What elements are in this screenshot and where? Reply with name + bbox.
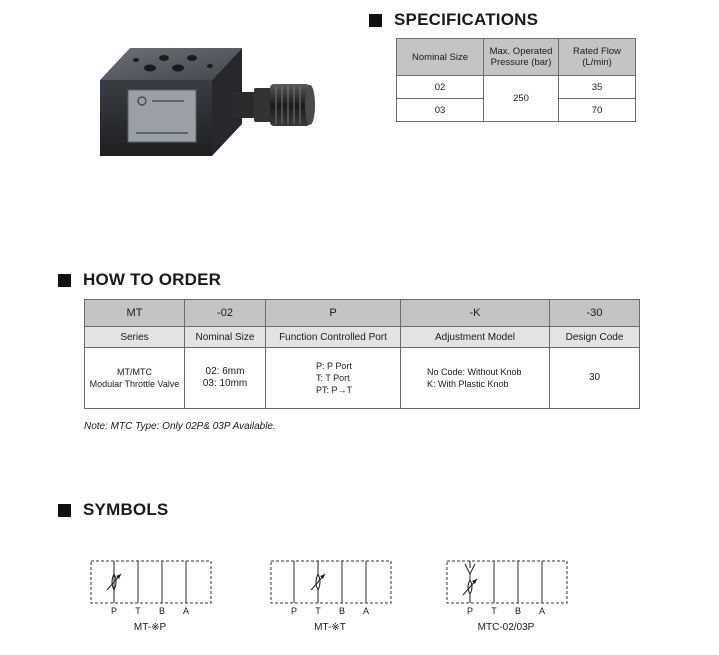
note-text: Note: MTC Type: Only 02P& 03P Available. (84, 421, 276, 432)
specifications-heading: SPECIFICATIONS (369, 10, 538, 30)
spec-header-flow: Rated Flow (L/min) (559, 39, 636, 76)
specifications-table (396, 38, 636, 122)
order-code-port: P (266, 300, 401, 327)
order-value-row (85, 348, 640, 409)
spec-size-cell: 03 (397, 99, 484, 122)
order-port-cell: P: P Port T: T Port PT: P→T (266, 348, 401, 409)
order-name-series: Series (85, 327, 185, 348)
spec-flow-cell: 35 (559, 76, 636, 99)
throttle-valve-symbol-icon (90, 560, 212, 604)
order-code-design: -30 (550, 300, 640, 327)
spec-header-size: Nominal Size (397, 39, 484, 76)
symbol-caption: MTC-02/03P (477, 622, 535, 633)
order-code-adjustment: -K (401, 300, 550, 327)
spec-size-cell: 02 (397, 76, 484, 99)
order-code-series: MT (85, 300, 185, 327)
order-design-cell: 30 (550, 348, 640, 409)
order-name-design: Design Code (550, 327, 640, 348)
symbol-caption: MT-※P (133, 622, 167, 633)
heading-square-icon (58, 274, 71, 287)
order-name-row (85, 327, 640, 348)
symbol-caption: MT-※T (314, 622, 346, 633)
order-name-adjustment: Adjustment Model (401, 327, 550, 348)
throttle-valve-symbol-icon (270, 560, 392, 604)
symbol-mt-t: P T B A MT-※T (270, 560, 392, 609)
spec-flow-cell: 70 (559, 99, 636, 122)
product-image (92, 38, 322, 166)
check-throttle-valve-symbol-icon (446, 560, 568, 604)
heading-square-icon (369, 14, 382, 27)
order-adjustment-cell: No Code: Without Knob K: With Plastic Knob (401, 348, 550, 409)
symbol-mtc: P T B A MTC-02/03P (446, 560, 568, 609)
how-to-order-table (84, 299, 640, 409)
order-size-cell: 02: 6mm 03: 10mm (185, 348, 266, 409)
symbols-heading: SYMBOLS (58, 500, 168, 520)
heading-square-icon (58, 504, 71, 517)
order-name-port: Function Controlled Port (266, 327, 401, 348)
table-row (397, 76, 636, 99)
order-series-cell: MT/MTC Modular Throttle Valve (85, 348, 185, 409)
order-code-size: -02 (185, 300, 266, 327)
order-code-row (85, 300, 640, 327)
symbol-mt-p: P T B A MT-※P (90, 560, 212, 609)
spec-pressure-cell: 250 (484, 76, 559, 122)
how-to-order-heading: HOW TO ORDER (58, 270, 221, 290)
order-name-size: Nominal Size (185, 327, 266, 348)
spec-header-pressure: Max. Operated Pressure (bar) (484, 39, 559, 76)
